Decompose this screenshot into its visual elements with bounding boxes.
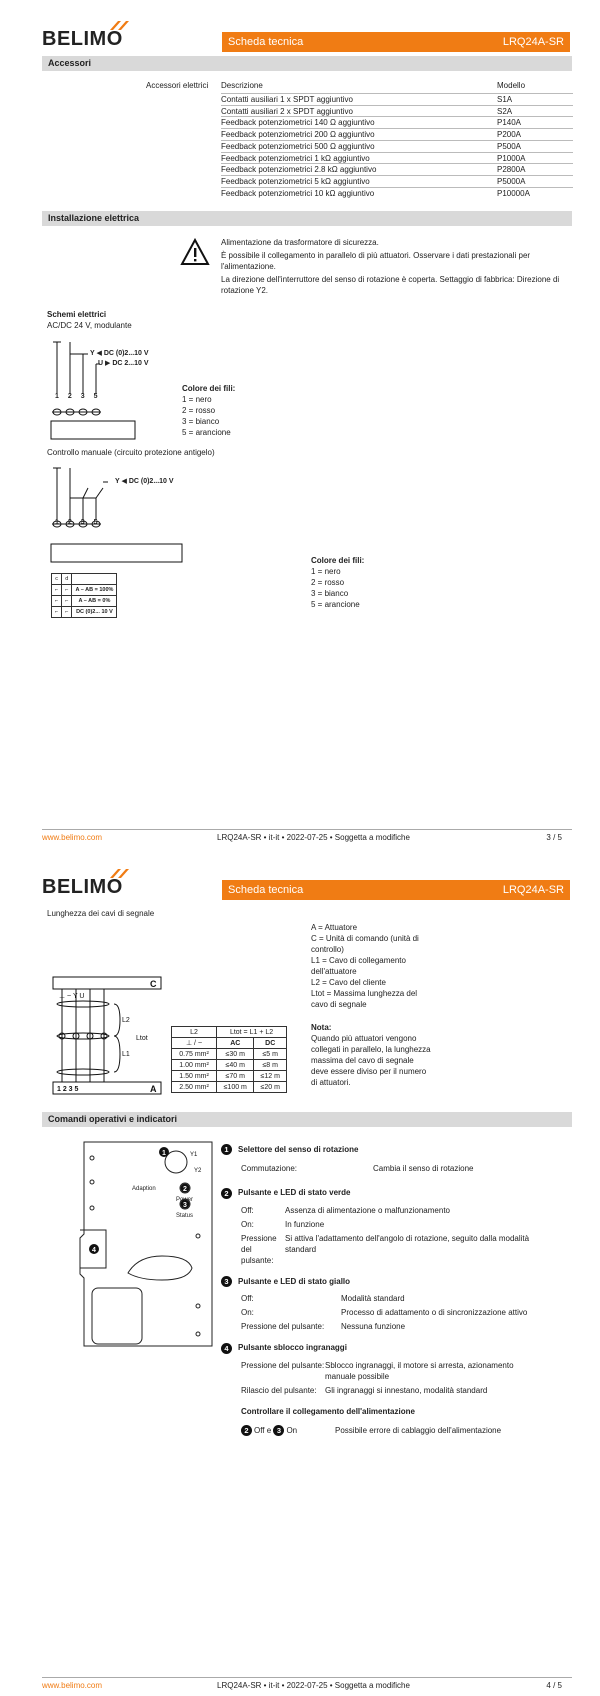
section-accessori: Accessori (42, 56, 572, 71)
switch-table: c d ⌐ ⌐ A – AB = 100% ⌐ ⌐ A – AB = 0% ⌐ ⌐ DC (0)2... 10 V (51, 573, 117, 618)
section-comandi: Comandi operativi e indicatori (42, 1112, 572, 1127)
website-link[interactable]: www.belimo.com (42, 1681, 103, 1690)
svg-text:L1: L1 (122, 1051, 130, 1058)
svg-text:4: 4 (92, 1247, 96, 1254)
accessory-row: Feedback potenziometrici 500 Ω aggiuntivo P500A (221, 140, 573, 152)
cable-legend: A = Attuatore C = Unità di comando (unità di controllo) L1 = Cavo di collegamento dell'attuatore L2 = Cavo del cliente Ltot = Massima lunghezza del cavo di segnale Nota: Quando più attuatori vengono collegati in parallelo, la lunghezza massima del cavo di segnale deve essere diviso per il numero di attuatori. (311, 923, 431, 1087)
accessory-row: Feedback potenziometrici 140 Ω aggiuntivo P140A (221, 116, 573, 128)
svg-text:L2: L2 (122, 1017, 130, 1024)
svg-text:A: A (150, 1084, 157, 1094)
accessory-row: Contatti ausiliari 2 x SPDT aggiuntivo S2A (221, 105, 573, 117)
control-row: Off: Modalità standard (241, 1294, 405, 1304)
acdc-label: AC/DC 24 V, modulante (47, 321, 132, 330)
col-desc: Descrizione (221, 81, 263, 90)
page-4 (0, 848, 600, 1696)
cable-length-table: L2 Ltot = L1 + L2 ⊥ / ~ AC DC 0.75 mm² ≤30 m ≤5 m 1.00 mm² ≤40 m ≤8 m 1.50 mm² ≤70 m ≤12 m 2.50 mm² ≤100 m ≤20 m (171, 1026, 287, 1093)
acc-label: Accessori elettrici (146, 81, 209, 90)
section-installazione: Installazione elettrica (42, 211, 572, 226)
cable-diagram (52, 976, 164, 1098)
accessory-row: Contatti ausiliari 1 x SPDT aggiuntivo S1A (221, 93, 573, 105)
cable-title: Lunghezza dei cavi di segnale (47, 909, 155, 918)
signal-u: U ▶ DC 2...10 V (98, 360, 149, 367)
label-adaption: Adaption (132, 1186, 156, 1192)
svg-text:1 2 3 5: 1 2 3 5 (57, 1086, 79, 1093)
page-number: 3 / 5 (546, 833, 562, 842)
footer: www.belimo.com LRQ24A-SR • it-it • 2022-07-25 • Soggetta a modifiche 3 / 5 (42, 829, 572, 841)
warning-text: Alimentazione da trasformatore di sicurezza. È possibile il collegamento in parallelo di più attuatori. Osservare i dati prestazionali per l'alimentazione. La direzione dell'interruttore del senso di rotazione è coperta. Settaggio di fabbrica: Direzione di rotazione Y2. (221, 238, 560, 295)
accessory-row: Feedback potenziometrici 1 kΩ aggiuntivo P1000A (221, 152, 573, 164)
svg-text:Ltot: Ltot (136, 1035, 148, 1042)
controls-description: 1 Selettore del senso di rotazione Commutazione: Cambia il senso di rotazione 2 Pulsante e LED di stato verde Off: Assenza di alimentazione o malfunzionamento On: In funzione Pressione del pulsante:Si attiva l'adattamento dell'angolo di rotazione, seguito dalla modalità standard 3 Pulsante e LED di stato giallo Off: Modalità standard On: Processo di adattamento o di sincronizzazione attivo Pressione del pulsante: Nessuna funzione 4 Pulsante sblocco ingranaggi Pressione del pulsante:Sblocco ingranaggi, il motore si arresta, azionamento manuale possibile Rilascio del pulsante: Gli ingranaggi si innestano, modalità standard Controllare il collegamento dell'alimentazione 2 Off e 3 On Possibile errore di cablaggio dell'alimentazione (221, 1144, 576, 1439)
website-link[interactable]: www.belimo.com (42, 833, 103, 842)
svg-text:1: 1 (162, 1150, 166, 1157)
control-row: Pressione del pulsante:Si attiva l'adattamento dell'angolo di rotazione, seguito dalla modalità standard (241, 1233, 530, 1265)
svg-text:Y2: Y2 (194, 1168, 202, 1174)
footer: www.belimo.com LRQ24A-SR • it-it • 2022-07-25 • Soggetta a modifiche 4 / 5 (42, 1677, 572, 1689)
label-power: Power (176, 1197, 194, 1203)
page-number: 4 / 5 (546, 1681, 562, 1690)
col-model: Modello (497, 81, 526, 90)
terminal-numbers-manual: 1 2 3 5 (55, 519, 98, 526)
signal-y: Y ◀ DC (0)2...10 V (90, 350, 149, 357)
control-row: Rilascio del pulsante: Gli ingranaggi si innestano, modalità standard (241, 1385, 488, 1395)
svg-text:C: C (150, 979, 157, 989)
accessory-row: Feedback potenziometrici 2.8 kΩ aggiuntivo P2800A (221, 163, 573, 175)
signal-y-manual: Y ◀ DC (0)2...10 V (115, 478, 174, 485)
wire-colors-1: Colore dei fili: 1 = nero 2 = rosso 3 = bianco 5 = arancione (182, 384, 236, 437)
accessory-row: Feedback potenziometrici 5 kΩ aggiuntivo P5000A (221, 175, 573, 187)
accessory-row: Feedback potenziometrici 10 kΩ aggiuntivo P10000A (221, 187, 573, 199)
svg-text:Y1: Y1 (190, 1152, 198, 1158)
label-status: Status (176, 1213, 194, 1219)
svg-text:2: 2 (183, 1186, 187, 1193)
control-row: On: In funzione (241, 1219, 325, 1229)
warning-icon (180, 238, 210, 266)
svg-text:⊥ ~ Y U: ⊥ ~ Y U (59, 993, 85, 1000)
belimo-logo: BELIMO (42, 28, 123, 51)
belimo-logo: BELIMO (42, 876, 123, 899)
actuator-drawing (78, 1138, 218, 1348)
control-row: On: Processo di adattamento o di sincronizzazione attivo (241, 1308, 528, 1318)
svg-text:3: 3 (183, 1202, 187, 1209)
wire-colors-2: Colore dei fili: 1 = nero 2 = rosso 3 = bianco 5 = arancione (311, 556, 365, 609)
accessory-row: Feedback potenziometrici 200 Ω aggiuntivo P200A (221, 128, 573, 140)
manual-title: Controllo manuale (circuito protezione antigelo) (47, 448, 215, 457)
control-row: Off: Assenza di alimentazione o malfunzionamento (241, 1205, 450, 1215)
control-row: Pressione del pulsante: Nessuna funzione (241, 1322, 406, 1332)
header-bar: Scheda tecnica LRQ24A-SR (222, 880, 570, 900)
control-row: Pressione del pulsante:Sblocco ingranaggi, il motore si arresta, azionamento manuale possibile (241, 1360, 514, 1381)
schemi-title: Schemi elettrici (47, 310, 107, 319)
header-bar: Scheda tecnica LRQ24A-SR (222, 32, 570, 52)
terminal-numbers: 1 2 3 5 (55, 393, 98, 400)
